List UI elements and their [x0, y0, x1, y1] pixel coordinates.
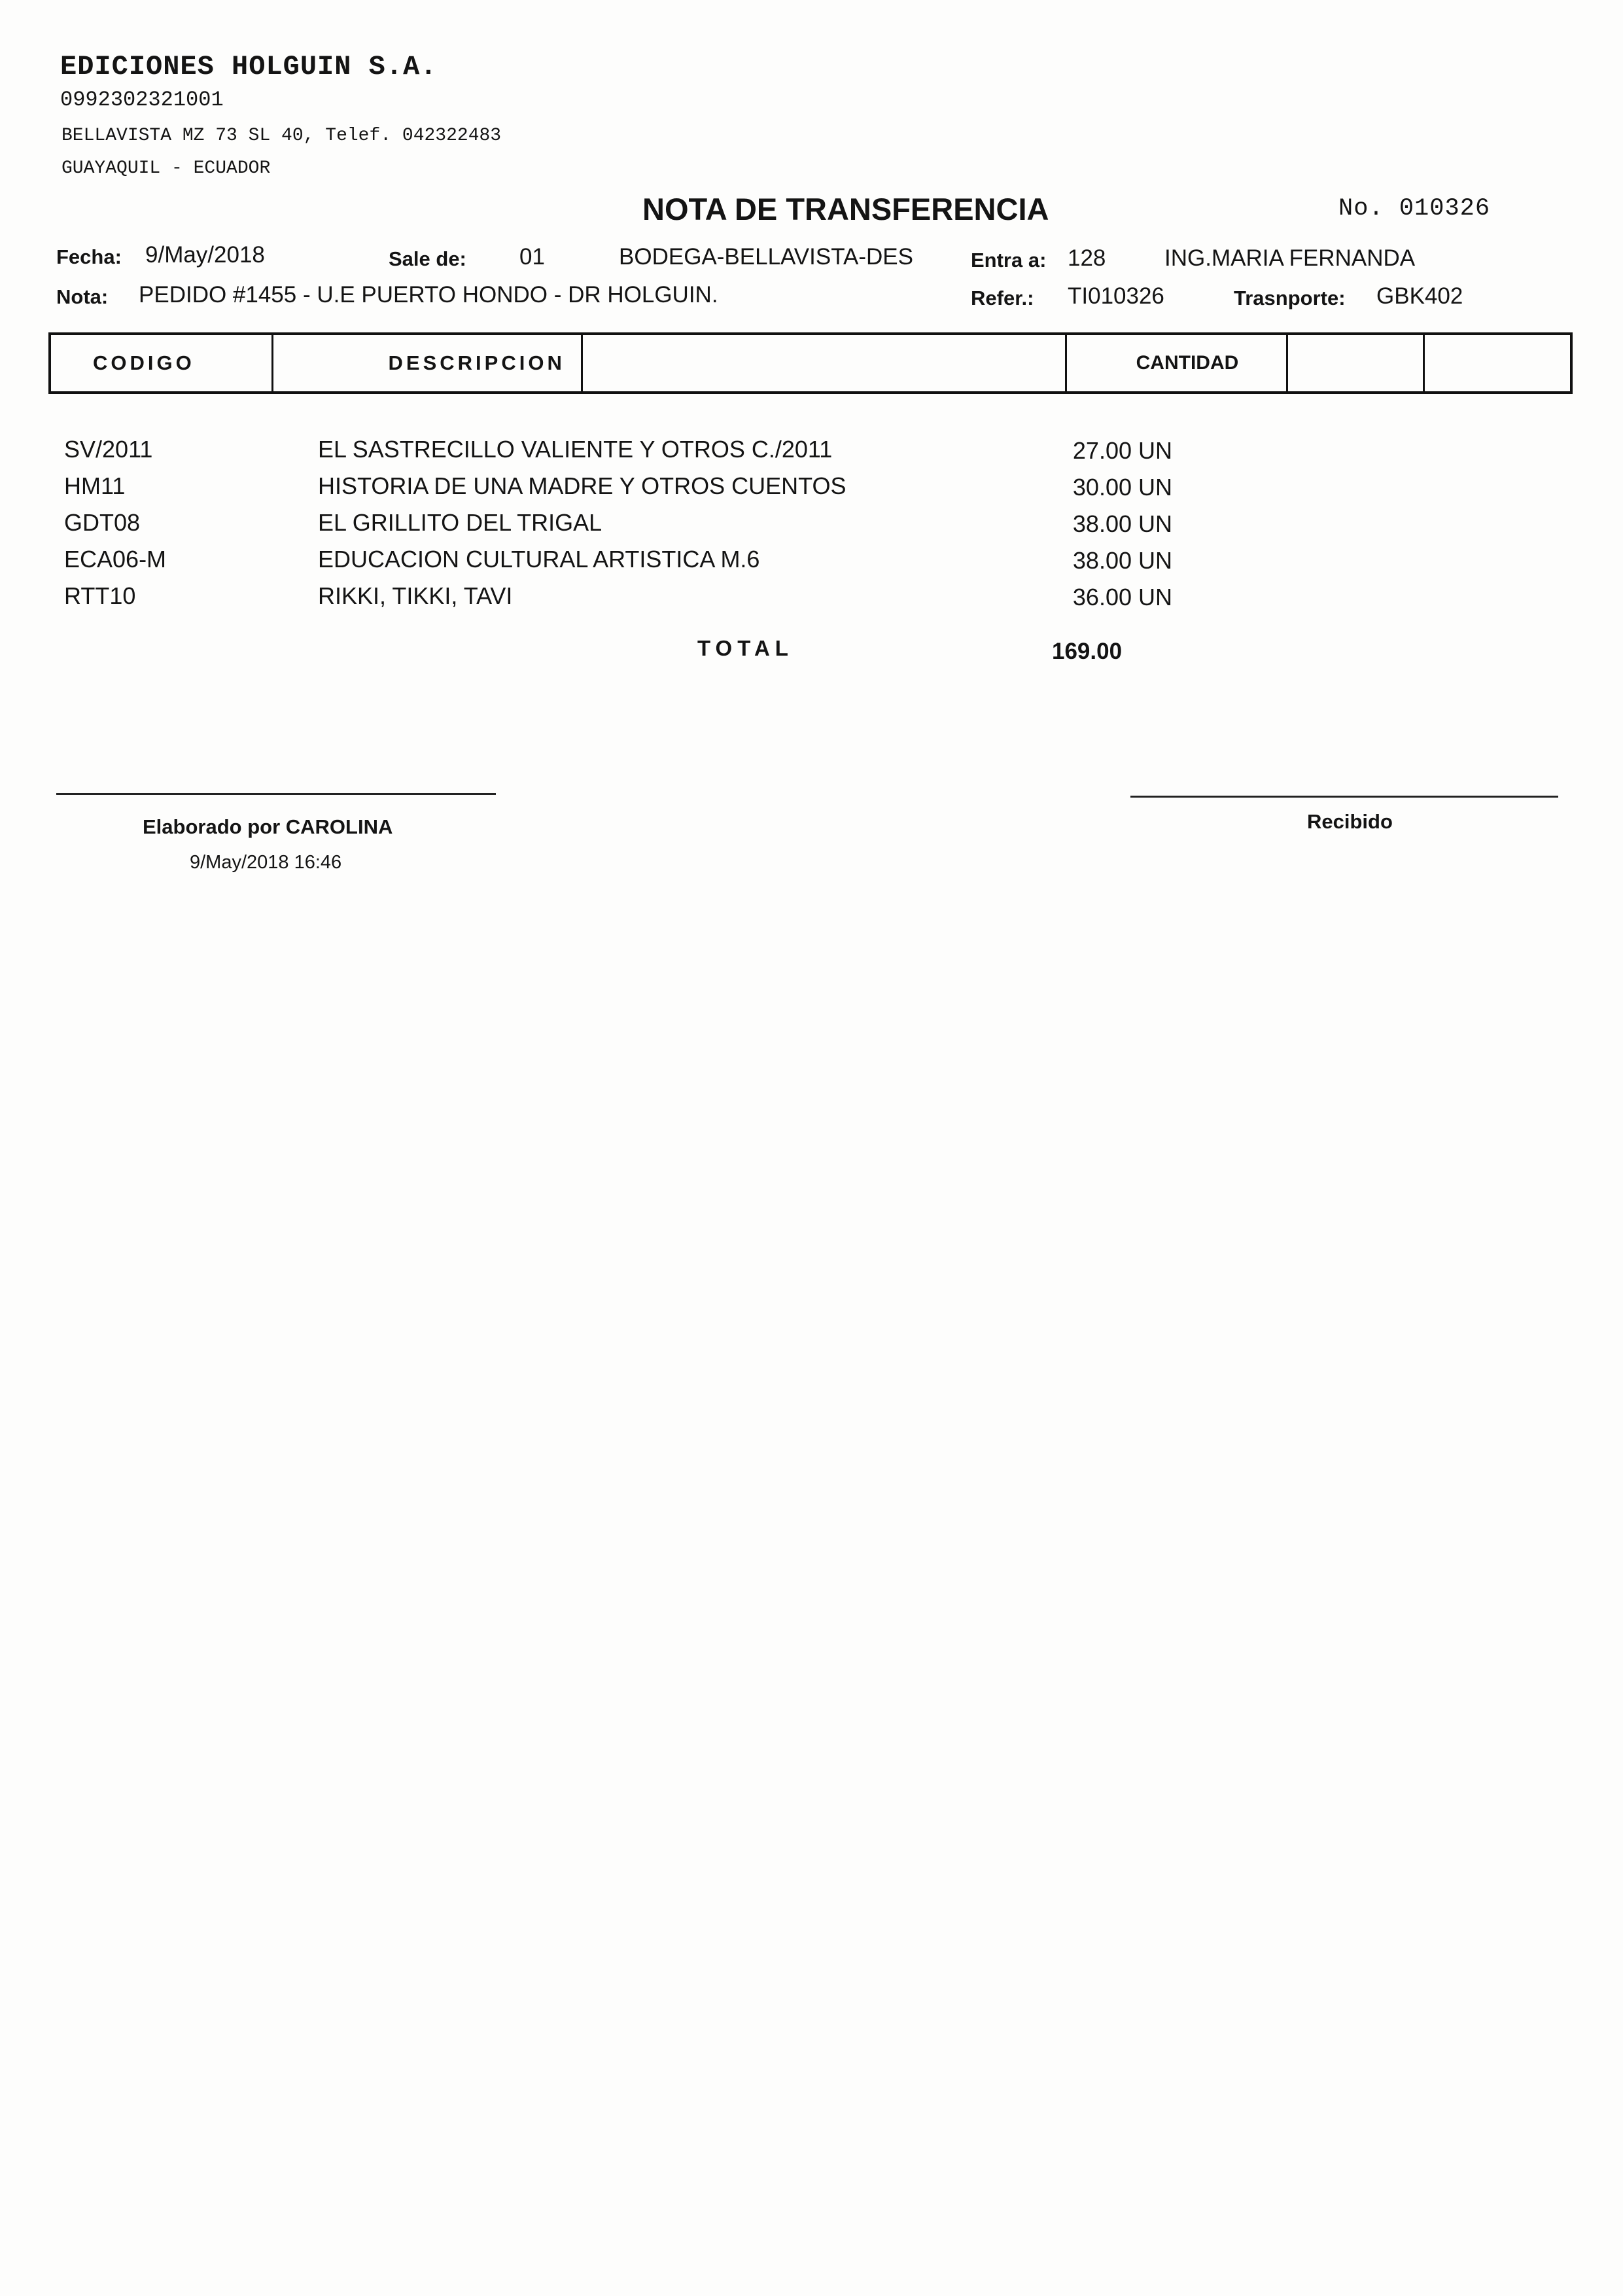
refer-label: Refer.: — [971, 287, 1034, 309]
row-codigo: SV/2011 — [64, 436, 153, 463]
row-cantidad: 27.00 UN — [1072, 437, 1172, 464]
elaborado-por: Elaborado por CAROLINA — [143, 815, 393, 838]
company-ruc: 0992302321001 — [60, 88, 224, 112]
sale-de-label: Sale de: — [389, 247, 466, 270]
row-codigo: ECA06-M — [64, 546, 167, 573]
row-codigo: RTT10 — [64, 582, 136, 609]
row-descripcion: EL SASTRECILLO VALIENTE Y OTROS C./2011 — [318, 436, 833, 463]
recibido-label: Recibido — [1307, 810, 1393, 833]
row-cantidad: 38.00 UN — [1072, 510, 1172, 537]
row-descripcion: RIKKI, TIKKI, TAVI — [318, 582, 513, 609]
transporte-value: GBK402 — [1376, 283, 1463, 309]
header-spacer — [583, 335, 1066, 391]
elaborado-signature-line — [56, 793, 496, 795]
row-codigo: HM11 — [64, 472, 126, 499]
header-empty-col-1 — [1288, 335, 1425, 391]
row-cantidad: 36.00 UN — [1072, 584, 1172, 610]
total-label: TOTAL — [697, 636, 794, 660]
sale-de-code: 01 — [519, 244, 545, 270]
document-number-value: 010326 — [1399, 195, 1491, 222]
row-descripcion: HISTORIA DE UNA MADRE Y OTROS CUENTOS — [318, 472, 846, 499]
row-cantidad: 38.00 UN — [1072, 547, 1172, 574]
entra-a-label: Entra a: — [971, 249, 1047, 272]
company-city: GUAYAQUIL - ECUADOR — [61, 158, 271, 179]
company-address: BELLAVISTA MZ 73 SL 40, Telef. 042322483 — [61, 126, 502, 146]
header-cantidad: CANTIDAD — [1067, 335, 1289, 391]
fecha-label: Fecha: — [56, 245, 122, 268]
entra-a-code: 128 — [1068, 245, 1106, 271]
items-table-header — [48, 332, 1573, 394]
row-codigo: GDT08 — [64, 509, 141, 536]
recibido-signature-line — [1130, 796, 1558, 798]
transporte-label: Trasnporte: — [1234, 287, 1346, 309]
header-empty-col-2 — [1425, 335, 1570, 391]
document-number-label: No. — [1338, 195, 1384, 222]
row-descripcion: EL GRILLITO DEL TRIGAL — [318, 509, 602, 536]
refer-value: TI010326 — [1068, 283, 1164, 309]
total-value: 169.00 — [1052, 639, 1123, 664]
document-title: NOTA DE TRANSFERENCIA — [642, 192, 1049, 226]
header-descripcion: DESCRIPCION — [273, 335, 584, 391]
nota-value: PEDIDO #1455 - U.E PUERTO HONDO - DR HOLGUIN. — [139, 282, 718, 308]
row-cantidad: 30.00 UN — [1072, 474, 1172, 501]
nota-label: Nota: — [56, 285, 109, 308]
sale-de-name: BODEGA-BELLAVISTA-DES — [619, 244, 913, 270]
elaborado-fecha: 9/May/2018 16:46 — [190, 852, 342, 873]
company-name: EDICIONES HOLGUIN S.A. — [60, 51, 438, 82]
entra-a-name: ING.MARIA FERNANDA — [1164, 245, 1416, 271]
row-descripcion: EDUCACION CULTURAL ARTISTICA M.6 — [318, 546, 760, 573]
header-codigo: CODIGO — [51, 335, 273, 391]
fecha-value: 9/May/2018 — [145, 242, 265, 268]
document-number — [1338, 195, 1490, 222]
